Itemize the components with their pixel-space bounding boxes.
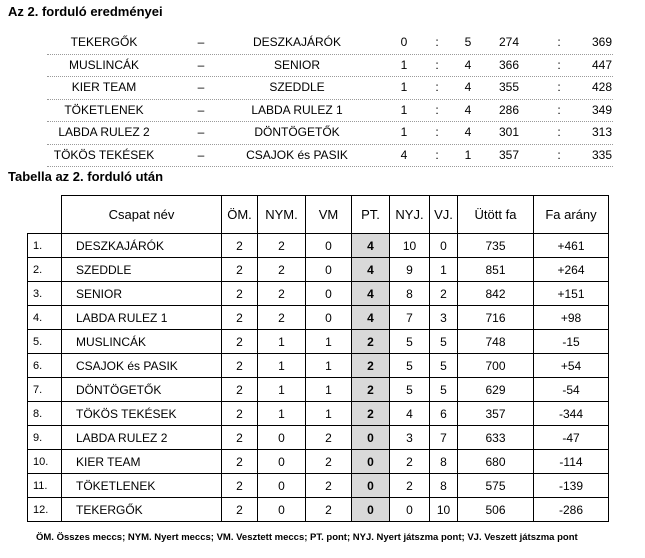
cell-nym: 2 — [258, 282, 306, 306]
match-row — [47, 122, 613, 145]
cell-vj: 6 — [430, 402, 458, 426]
cell-nyj: 8 — [390, 282, 430, 306]
cell-nym: 0 — [258, 450, 306, 474]
match-dash: – — [197, 57, 205, 72]
cell-vm: 0 — [306, 282, 352, 306]
match-home: TÖKETLENEK — [64, 102, 144, 117]
match-away: LABDA RULEZ 1 — [251, 102, 343, 117]
cell-utott: 575 — [458, 474, 534, 498]
match-dash: – — [197, 102, 205, 117]
cell-team: TEKERGŐK — [62, 498, 222, 522]
cell-vm: 2 — [306, 498, 352, 522]
cell-vm: 0 — [306, 234, 352, 258]
cell-vj: 3 — [430, 306, 458, 330]
cell-rank: 7. — [28, 378, 62, 402]
cell-team: DÖNTÖGETŐK — [62, 378, 222, 402]
cell-pt: 0 — [352, 426, 390, 450]
cell-pt: 0 — [352, 498, 390, 522]
match-dash: – — [197, 35, 205, 49]
match-score-colon: : — [435, 57, 439, 72]
cell-vj: 10 — [430, 498, 458, 522]
cell-pt: 2 — [352, 354, 390, 378]
cell-nym: 1 — [258, 330, 306, 354]
cell-utott: 629 — [458, 378, 534, 402]
match-score-home: 0 — [400, 35, 408, 49]
match-score-colon: : — [435, 147, 439, 162]
match-score-home: 4 — [400, 147, 408, 162]
cell-nyj: 2 — [390, 474, 430, 498]
cell-vj: 8 — [430, 474, 458, 498]
standings-table — [27, 195, 609, 522]
cell-utott: 506 — [458, 498, 534, 522]
cell-rank: 3. — [28, 282, 62, 306]
cell-vm: 0 — [306, 306, 352, 330]
cell-utott: 700 — [458, 354, 534, 378]
table-row — [28, 402, 609, 426]
cell-team: LABDA RULEZ 1 — [62, 306, 222, 330]
match-away: DÖNTÖGETŐK — [254, 125, 340, 139]
table-row — [28, 426, 609, 450]
cell-team: TÖKÖS TEKÉSEK — [62, 402, 222, 426]
cell-nym: 1 — [258, 354, 306, 378]
match-pins-home: 366 — [498, 57, 520, 72]
cell-nym: 0 — [258, 498, 306, 522]
cell-team: KIER TEAM — [62, 450, 222, 474]
cell-nym: 2 — [258, 258, 306, 282]
results-list — [47, 32, 613, 167]
table-row — [28, 450, 609, 474]
cell-rank: 6. — [28, 354, 62, 378]
cell-nym: 2 — [258, 306, 306, 330]
match-away: DESZKAJÁRÓK — [252, 35, 342, 49]
cell-pt: 4 — [352, 306, 390, 330]
cell-rank: 8. — [28, 402, 62, 426]
match-score-home: 1 — [400, 125, 408, 139]
cell-arany: -47 — [534, 426, 609, 450]
cell-arany: -139 — [534, 474, 609, 498]
match-away: SZEDDLE — [269, 80, 325, 94]
cell-rank: 1. — [28, 234, 62, 258]
cell-vm: 1 — [306, 330, 352, 354]
table-row — [28, 258, 609, 282]
cell-vm: 1 — [306, 402, 352, 426]
cell-vm: 0 — [306, 258, 352, 282]
cell-team: TÖKETLENEK — [62, 474, 222, 498]
match-home: MUSLINCÁK — [68, 57, 139, 72]
match-away: CSAJOK és PASIK — [246, 147, 348, 162]
cell-vj: 5 — [430, 354, 458, 378]
match-pins-away: 447 — [591, 57, 613, 72]
cell-arany: +461 — [534, 234, 609, 258]
cell-rank: 2. — [28, 258, 62, 282]
match-pins-home: 286 — [498, 102, 520, 117]
table-row — [28, 234, 609, 258]
cell-arany: -344 — [534, 402, 609, 426]
cell-rank: 11. — [28, 474, 62, 498]
header-blank — [28, 196, 62, 234]
cell-vj: 0 — [430, 234, 458, 258]
cell-arany: -114 — [534, 450, 609, 474]
cell-vj: 5 — [430, 330, 458, 354]
cell-nym: 1 — [258, 402, 306, 426]
table-row — [28, 282, 609, 306]
cell-pt: 0 — [352, 450, 390, 474]
match-score-away: 4 — [464, 102, 472, 117]
cell-vm: 2 — [306, 474, 352, 498]
cell-arany: +264 — [534, 258, 609, 282]
match-pins-colon: : — [557, 57, 561, 72]
table-row — [28, 354, 609, 378]
cell-team: LABDA RULEZ 2 — [62, 426, 222, 450]
match-row — [47, 32, 613, 55]
match-pins-home: 357 — [498, 147, 520, 162]
cell-vm: 2 — [306, 426, 352, 450]
cell-nym: 0 — [258, 426, 306, 450]
match-dash: – — [197, 125, 205, 139]
match-pins-away: 313 — [591, 125, 613, 139]
cell-pt: 4 — [352, 234, 390, 258]
cell-pt: 2 — [352, 330, 390, 354]
match-pins-colon: : — [557, 80, 561, 94]
cell-team: MUSLINCÁK — [62, 330, 222, 354]
cell-arany: -54 — [534, 378, 609, 402]
cell-nyj: 2 — [390, 450, 430, 474]
match-score-away: 5 — [464, 35, 472, 49]
cell-arany: +151 — [534, 282, 609, 306]
cell-team: SENIOR — [62, 282, 222, 306]
match-dash: – — [197, 80, 205, 94]
table-row — [28, 330, 609, 354]
match-score-home: 1 — [400, 80, 408, 94]
match-pins-home: 355 — [498, 80, 520, 94]
cell-nyj: 3 — [390, 426, 430, 450]
cell-rank: 9. — [28, 426, 62, 450]
match-home: KIER TEAM — [71, 80, 137, 94]
table-row — [28, 498, 609, 522]
match-score-colon: : — [435, 35, 439, 49]
match-score-away: 1 — [464, 147, 472, 162]
cell-om: 2 — [222, 282, 258, 306]
cell-vm: 2 — [306, 450, 352, 474]
match-score-away: 4 — [464, 125, 472, 139]
cell-team: SZEDDLE — [62, 258, 222, 282]
table-row — [28, 474, 609, 498]
cell-om: 2 — [222, 378, 258, 402]
match-score-colon: : — [435, 80, 439, 94]
table-header-row — [28, 196, 609, 234]
match-pins-home: 274 — [498, 35, 520, 49]
cell-vj: 5 — [430, 378, 458, 402]
match-row — [47, 77, 613, 100]
header-team: Csapat név — [62, 196, 222, 234]
results-title: Az 2. forduló eredményei — [8, 4, 163, 19]
cell-pt: 4 — [352, 258, 390, 282]
match-pins-colon: : — [557, 102, 561, 117]
cell-rank: 4. — [28, 306, 62, 330]
cell-om: 2 — [222, 450, 258, 474]
footnote: ÖM. Összes meccs; NYM. Nyert meccs; VM. Vesztett meccs; PT. pont; NYJ. Nyert játszma pont; VJ. Veszett játszma pont — [36, 532, 578, 543]
cell-utott: 842 — [458, 282, 534, 306]
match-pins-away: 369 — [591, 35, 613, 49]
cell-team: DESZKAJÁRÓK — [62, 234, 222, 258]
cell-nyj: 7 — [390, 306, 430, 330]
match-pins-colon: : — [557, 147, 561, 162]
table-row — [28, 306, 609, 330]
cell-nyj: 10 — [390, 234, 430, 258]
cell-vm: 1 — [306, 354, 352, 378]
cell-arany: -286 — [534, 498, 609, 522]
cell-om: 2 — [222, 474, 258, 498]
cell-arany: +54 — [534, 354, 609, 378]
cell-rank: 10. — [28, 450, 62, 474]
cell-pt: 0 — [352, 474, 390, 498]
cell-arany: -15 — [534, 330, 609, 354]
match-pins-colon: : — [557, 125, 561, 139]
cell-vj: 7 — [430, 426, 458, 450]
header-pt: PT. — [352, 196, 390, 234]
cell-utott: 748 — [458, 330, 534, 354]
match-pins-away: 335 — [591, 147, 613, 162]
cell-om: 2 — [222, 234, 258, 258]
match-away: SENIOR — [273, 57, 320, 72]
header-vm: VM — [306, 196, 352, 234]
header-vj: VJ. — [430, 196, 458, 234]
cell-om: 2 — [222, 354, 258, 378]
cell-vj: 1 — [430, 258, 458, 282]
cell-pt: 2 — [352, 378, 390, 402]
cell-om: 2 — [222, 306, 258, 330]
cell-nym: 0 — [258, 474, 306, 498]
match-score-away: 4 — [464, 80, 472, 94]
match-row — [47, 100, 613, 123]
header-om: ÖM. — [222, 196, 258, 234]
match-row — [47, 55, 613, 78]
header-utott: Ütött fa — [458, 196, 534, 234]
match-home: TÖKÖS TEKÉSEK — [53, 147, 155, 162]
table-row — [28, 378, 609, 402]
cell-utott: 357 — [458, 402, 534, 426]
cell-utott: 716 — [458, 306, 534, 330]
cell-utott: 680 — [458, 450, 534, 474]
cell-utott: 633 — [458, 426, 534, 450]
match-pins-colon: : — [557, 35, 561, 49]
match-score-away: 4 — [464, 57, 472, 72]
cell-pt: 2 — [352, 402, 390, 426]
cell-nyj: 9 — [390, 258, 430, 282]
cell-utott: 735 — [458, 234, 534, 258]
header-arany: Fa arány — [534, 196, 609, 234]
cell-om: 2 — [222, 498, 258, 522]
match-score-colon: : — [435, 125, 439, 139]
header-nyj: NYJ. — [390, 196, 430, 234]
table-title: Tabella az 2. forduló után — [8, 169, 164, 184]
match-dash: – — [197, 147, 205, 162]
cell-team: CSAJOK és PASIK — [62, 354, 222, 378]
match-home: TEKERGŐK — [70, 35, 138, 49]
cell-vm: 1 — [306, 378, 352, 402]
match-score-colon: : — [435, 102, 439, 117]
cell-nyj: 5 — [390, 330, 430, 354]
header-nym: NYM. — [258, 196, 306, 234]
match-pins-home: 301 — [498, 125, 520, 139]
cell-rank: 5. — [28, 330, 62, 354]
match-row — [47, 145, 613, 168]
match-pins-away: 428 — [591, 80, 613, 94]
match-home: LABDA RULEZ 2 — [58, 125, 150, 139]
cell-rank: 12. — [28, 498, 62, 522]
match-pins-away: 349 — [591, 102, 613, 117]
cell-utott: 851 — [458, 258, 534, 282]
cell-om: 2 — [222, 258, 258, 282]
cell-nyj: 5 — [390, 354, 430, 378]
cell-nym: 2 — [258, 234, 306, 258]
cell-nyj: 0 — [390, 498, 430, 522]
cell-vj: 8 — [430, 450, 458, 474]
cell-arany: +98 — [534, 306, 609, 330]
cell-om: 2 — [222, 426, 258, 450]
cell-om: 2 — [222, 402, 258, 426]
cell-vj: 2 — [430, 282, 458, 306]
cell-nyj: 5 — [390, 378, 430, 402]
cell-nym: 1 — [258, 378, 306, 402]
cell-nyj: 4 — [390, 402, 430, 426]
match-score-home: 1 — [400, 57, 408, 72]
match-score-home: 1 — [400, 102, 408, 117]
cell-pt: 4 — [352, 282, 390, 306]
cell-om: 2 — [222, 330, 258, 354]
